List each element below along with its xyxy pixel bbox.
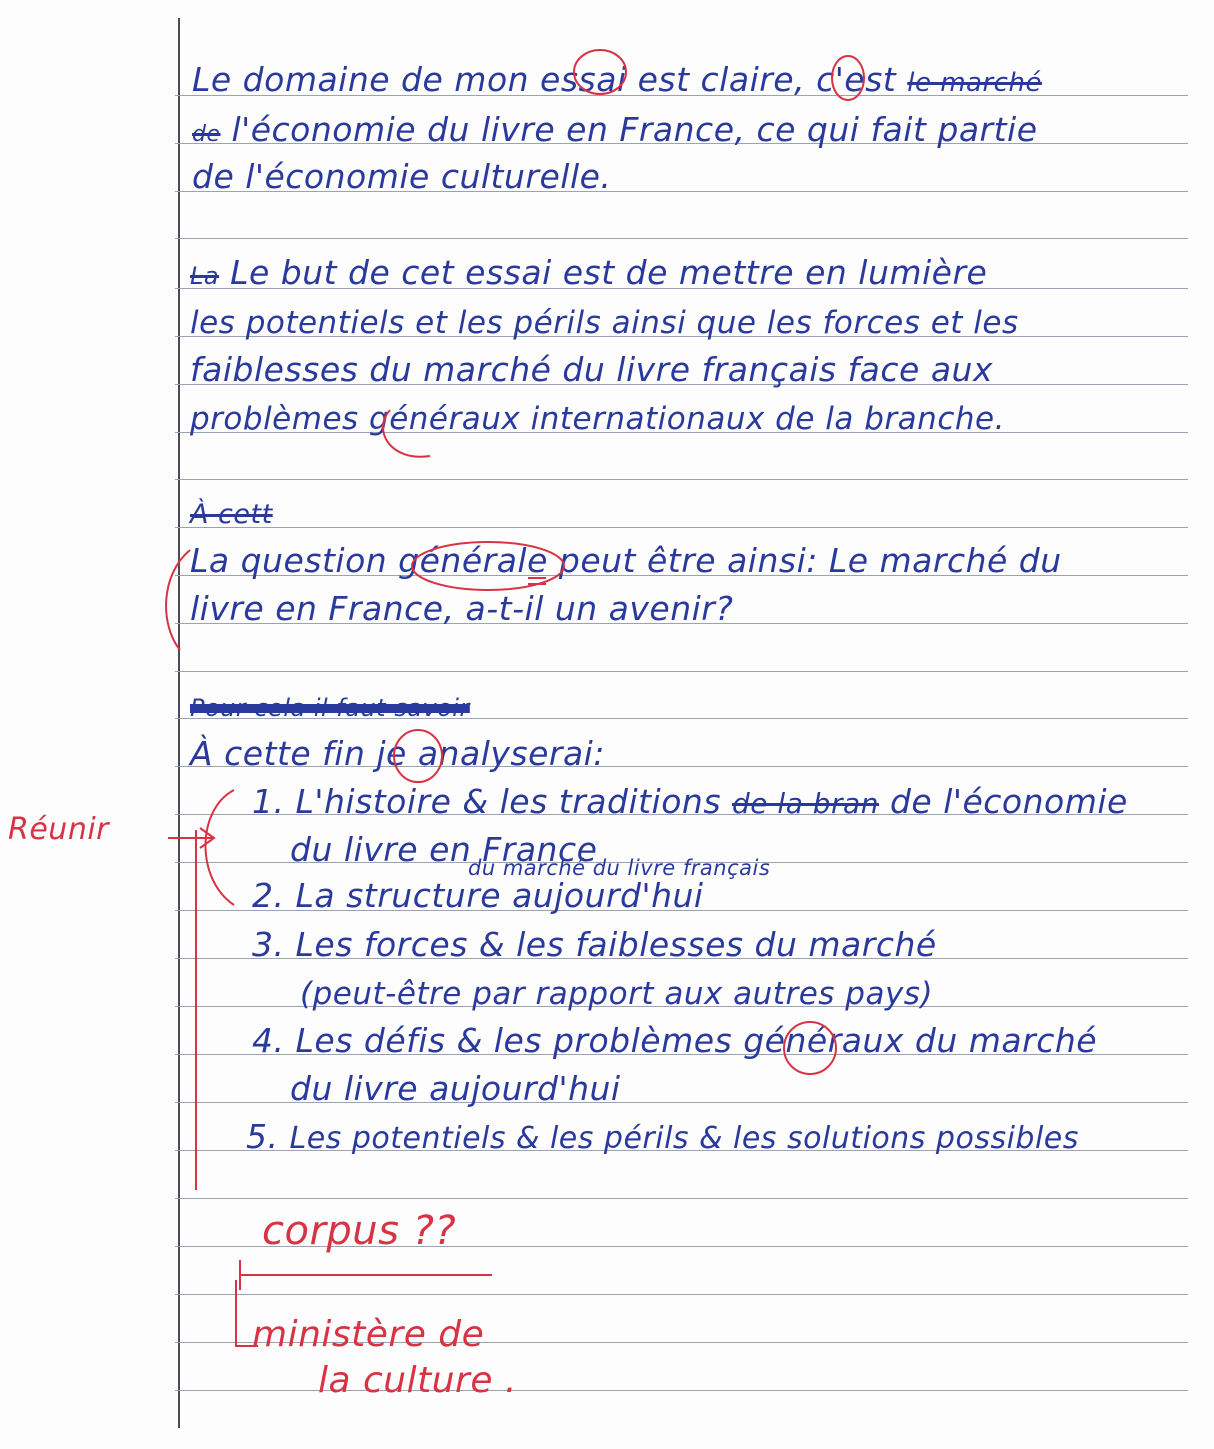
- p2-line1-text: Le but de cet essai est de mettre en lumière: [230, 253, 988, 292]
- p2-line1-struck: La: [190, 262, 220, 290]
- ministry-note-line2-text: la culture .: [318, 1360, 517, 1401]
- plan-item-3-text: Les forces & les faiblesses du marché: [295, 925, 937, 964]
- p1-line3: [192, 157, 611, 196]
- plan-item-4-num: 4.: [252, 1021, 285, 1060]
- plan-item-1-text-b: de l'économie: [889, 782, 1128, 821]
- plan-item-5-num: 5.: [246, 1117, 279, 1156]
- margin-note-reunir-text: Réunir: [8, 812, 109, 847]
- plan-item-2-num: 2.: [252, 876, 285, 915]
- plan-item-3-cont: [300, 973, 933, 1012]
- p3-struck-heading-text: À cett: [190, 499, 273, 530]
- ministry-note-line2: [318, 1360, 517, 1401]
- plan-struck-line: [190, 685, 470, 724]
- plan-item-4-cont: [290, 1069, 621, 1108]
- plan-item-1-num: 1.: [252, 782, 285, 821]
- plan-item-3: [252, 925, 937, 964]
- plan-item-4: [252, 1021, 1097, 1060]
- plan-item-3-text-c: (peut-être par rapport aux autres pays): [300, 976, 934, 1012]
- ministry-note-line1: [252, 1314, 484, 1355]
- p3-line2-text: livre en France, a-t-il un avenir?: [190, 589, 734, 628]
- p1-line1-struck: le marché: [907, 68, 1042, 98]
- plan-item-2-insert-text: du marché du livre français: [468, 856, 771, 880]
- plan-item-1-text-c: du livre en France: [290, 830, 598, 869]
- ministry-note-line1-text: ministère de: [252, 1314, 485, 1355]
- p1-line1-text: Le domaine de mon essai est claire, c'est: [192, 60, 897, 99]
- rule-line: [175, 671, 1188, 672]
- plan-item-5: [246, 1117, 1079, 1156]
- plan-intro: [190, 734, 605, 773]
- p2-line4: [190, 398, 1005, 437]
- p2-line4-text: problèmes généraux internationaux de la branche.: [190, 401, 1005, 437]
- margin-note-reunir: [8, 812, 109, 847]
- rule-line: [175, 1198, 1188, 1199]
- margin-line: [178, 18, 180, 1428]
- rule-line: [175, 1294, 1188, 1295]
- corpus-note: [262, 1208, 456, 1254]
- bracket-mark: [206, 790, 235, 905]
- plan-struck-line-text: Pour cela il faut savoir: [190, 694, 470, 722]
- arrow-mark: [168, 828, 214, 848]
- p1-line1: [192, 60, 1042, 99]
- corpus-note-text: corpus ??: [262, 1208, 457, 1254]
- p3-line1-text: La question générale peut être ainsi: Le marché du: [190, 541, 1062, 580]
- p3-struck-heading: [190, 492, 273, 531]
- plan-item-4-text-c: du livre aujourd'hui: [290, 1069, 621, 1108]
- plan-item-5-text: Les potentiels & les périls & les solutions possibles: [289, 1121, 1079, 1156]
- p2-line1: [190, 253, 987, 292]
- p3-line2: [190, 589, 733, 628]
- rule-line: [175, 527, 1188, 528]
- p2-line3: [190, 350, 993, 389]
- p1-line2-text: l'économie du livre en France, ce qui fait partie: [231, 110, 1038, 149]
- p1-line2: [192, 110, 1038, 149]
- plan-item-1: [252, 782, 1128, 821]
- p3-line1: [190, 541, 1062, 580]
- rule-line: [175, 479, 1188, 480]
- p2-line2-text: les potentiels et les périls ainsi que les forces et les: [190, 305, 1019, 341]
- p1-line3-text: de l'économie culturelle.: [192, 157, 612, 196]
- plan-item-4-text: Les défis & les problèmes généraux du marché: [295, 1021, 1098, 1060]
- p2-line3-text: faiblesses du marché du livre français face aux: [190, 350, 993, 389]
- plan-item-2: [252, 876, 704, 915]
- arrow-mark: [240, 1260, 492, 1290]
- plan-item-1-struck: de la bran: [732, 787, 879, 820]
- p2-line2: [190, 302, 1019, 341]
- plan-item-2-text: La structure aujourd'hui: [295, 876, 704, 915]
- plan-intro-text: À cette fin je analyserai:: [190, 734, 605, 773]
- p1-line2-struck: de: [192, 122, 221, 147]
- rule-line: [175, 238, 1188, 239]
- plan-item-1-text-a: L'histoire & les traditions: [295, 782, 722, 821]
- plan-item-3-num: 3.: [252, 925, 285, 964]
